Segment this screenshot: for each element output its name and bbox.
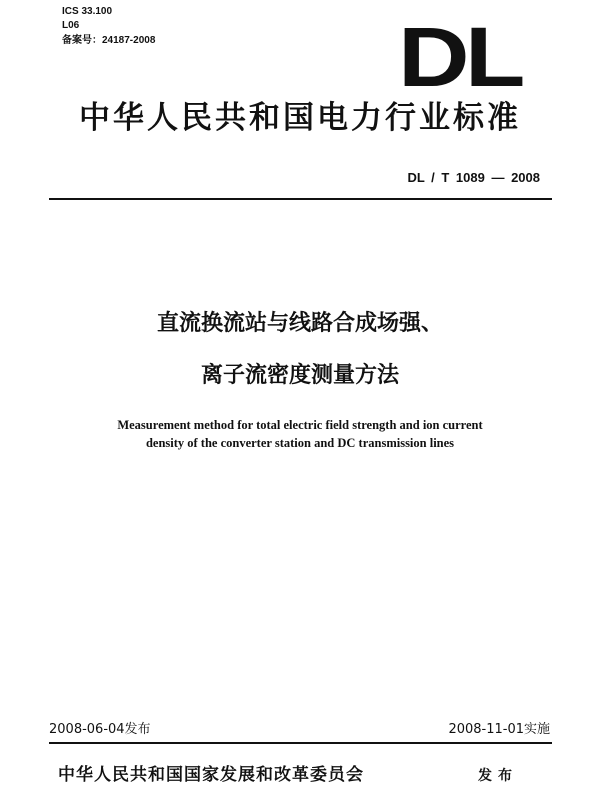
document-title-zh-line1: 直流换流站与线路合成场强、 [156, 311, 443, 336]
publisher: 中华人民共和国国家发展和改革委员会 [58, 765, 364, 785]
standard-number: DL / T 1089 — 2008 [407, 170, 540, 185]
publish-label: 发布 [478, 768, 518, 784]
document-title-en-line1: Measurement method for total electric field strength and ion current [117, 418, 483, 432]
standard-category-title: 中华人民共和国电力行业标准 [79, 100, 521, 136]
document-title-en-line2: density of the converter station and DC transmission lines [145, 436, 455, 450]
ics-code: ICS 33.100 [62, 6, 113, 17]
record-number: 备案号：24187-2008 [62, 35, 156, 46]
ccs-code: L06 [62, 20, 80, 31]
document-title-zh-line2: 离子流密度测量方法 [200, 363, 399, 388]
bottom-divider [49, 742, 552, 744]
implementation-date: 2008-11-01实施 [448, 722, 550, 737]
top-divider [49, 198, 552, 200]
dl-logo: DL [398, 10, 521, 104]
issue-date: 2008-06-04发布 [49, 722, 151, 737]
